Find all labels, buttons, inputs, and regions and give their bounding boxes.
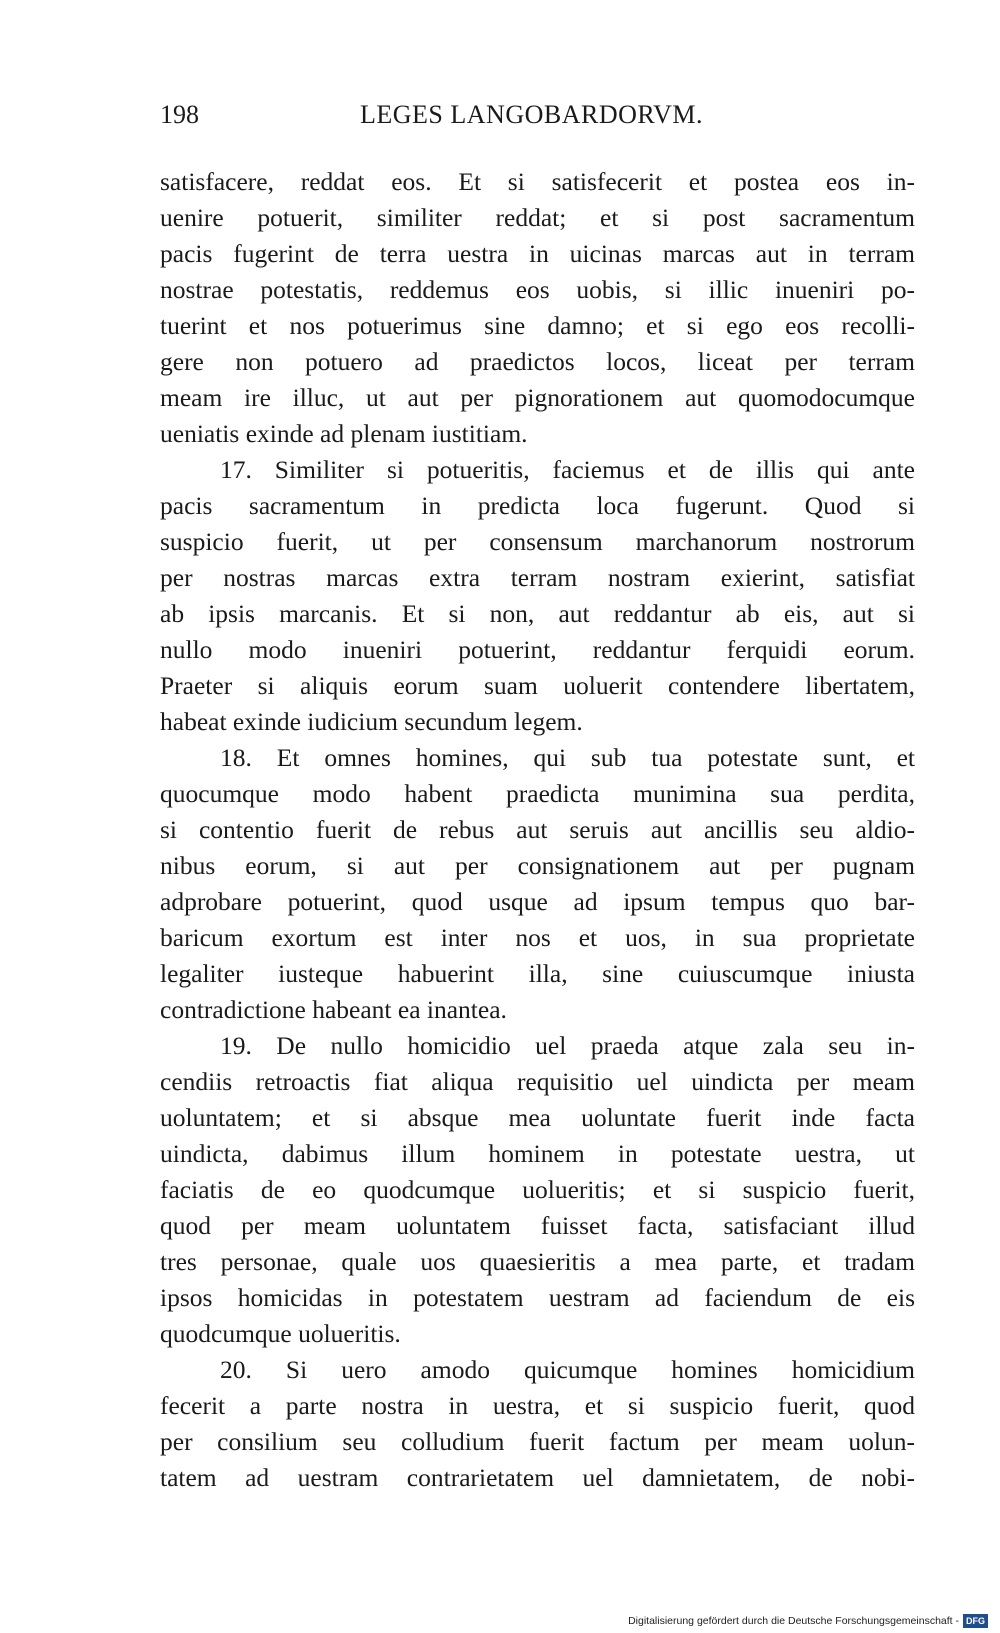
text-line: tatem ad uestram contrarietatem uel damnietatem, de nobi- bbox=[160, 1463, 915, 1492]
text-line: gere non potuero ad praedictos locos, liceat per terram bbox=[160, 347, 915, 376]
running-title: LEGES LANGOBARDORVM. bbox=[360, 100, 704, 129]
text-line: quod per meam uoluntatem fuisset facta, satisfaciant illud bbox=[160, 1211, 915, 1240]
text-line: adprobare potuerint, quod usque ad ipsum tempus quo bar- bbox=[160, 887, 915, 916]
text-line: uenire potuerit, similiter reddat; et si post sacramentum bbox=[160, 203, 915, 232]
text-line: quocumque modo habent praedicta munimina sua perdita, bbox=[160, 779, 915, 808]
dfg-logo-icon: DFG bbox=[963, 1614, 988, 1628]
text-line: legaliter iusteque habuerint illa, sine cuiuscumque iniusta bbox=[160, 959, 915, 988]
text-line: tres personae, quale uos quaesieritis a mea parte, et tradam bbox=[160, 1247, 915, 1276]
text-line: 18. Et omnes homines, qui sub tua potestate sunt, et bbox=[220, 743, 915, 772]
text-line: uindicta, dabimus illum hominem in potestate uestra, ut bbox=[160, 1139, 915, 1168]
text-line: baricum exortum est inter nos et uos, in sua proprietate bbox=[160, 923, 915, 952]
text-line: ipsos homicidas in potestatem uestram ad faciendum de eis bbox=[160, 1283, 915, 1312]
text-line: quodcumque uolueritis. bbox=[160, 1319, 401, 1348]
text-line: fecerit a parte nostra in uestra, et si suspicio fuerit, quod bbox=[160, 1391, 915, 1420]
text-line: nostrae potestatis, reddemus eos uobis, si illic inueniri po- bbox=[160, 275, 915, 304]
text-line: nullo modo inueniri potuerint, reddantur ferquidi eorum. bbox=[160, 635, 915, 664]
text-line: cendiis retroactis fiat aliqua requisitio uel uindicta per meam bbox=[160, 1067, 915, 1096]
text-line: pacis sacramentum in predicta loca fugerunt. Quod si bbox=[160, 491, 915, 520]
text-line: satisfacere, reddat eos. Et si satisfecerit et postea eos in- bbox=[160, 167, 915, 196]
footer-credit: Digitalisierung gefördert durch die Deutsche Forschungsgemeinschaft - bbox=[628, 1615, 959, 1627]
text-line: uoluntatem; et si absque mea uoluntate fuerit inde facta bbox=[160, 1103, 915, 1132]
text-line: habeat exinde iudicium secundum legem. bbox=[160, 707, 583, 736]
text-line: si contentio fuerit de rebus aut seruis aut ancillis seu aldio- bbox=[160, 815, 915, 844]
text-line: 19. De nullo homicidio uel praeda atque zala seu in- bbox=[220, 1031, 915, 1060]
text-line: suspicio fuerit, ut per consensum marchanorum nostrorum bbox=[160, 527, 915, 556]
text-line: contradictione habeant ea inantea. bbox=[160, 995, 507, 1024]
digitization-footer bbox=[628, 1613, 988, 1629]
text-line: ab ipsis marcanis. Et si non, aut reddantur ab eis, aut si bbox=[160, 599, 915, 628]
text-line: ueniatis exinde ad plenam iustitiam. bbox=[160, 419, 528, 448]
text-line: 17. Similiter si potueritis, faciemus et de illis qui ante bbox=[220, 455, 915, 484]
text-line: meam ire illuc, ut aut per pignorationem aut quomodocumque bbox=[160, 383, 915, 412]
body-text bbox=[160, 164, 915, 1496]
text-line: Praeter si aliquis eorum suam uoluerit contendere libertatem, bbox=[160, 671, 915, 700]
text-line: pacis fugerint de terra uestra in uicinas marcas aut in terram bbox=[160, 239, 915, 268]
text-line: nibus eorum, si aut per consignationem aut per pugnam bbox=[160, 851, 915, 880]
text-line: 20. Si uero amodo quicumque homines homicidium bbox=[220, 1355, 915, 1384]
text-line: per consilium seu colludium fuerit factum per meam uolun- bbox=[160, 1427, 915, 1456]
text-line: per nostras marcas extra terram nostram exierint, satisfiat bbox=[160, 563, 915, 592]
page-number: 198 bbox=[160, 100, 199, 129]
text-line: faciatis de eo quodcumque uolueritis; et si suspicio fuerit, bbox=[160, 1175, 915, 1204]
page-header bbox=[160, 100, 915, 140]
text-line: tuerint et nos potuerimus sine damno; et si ego eos recolli- bbox=[160, 311, 915, 340]
